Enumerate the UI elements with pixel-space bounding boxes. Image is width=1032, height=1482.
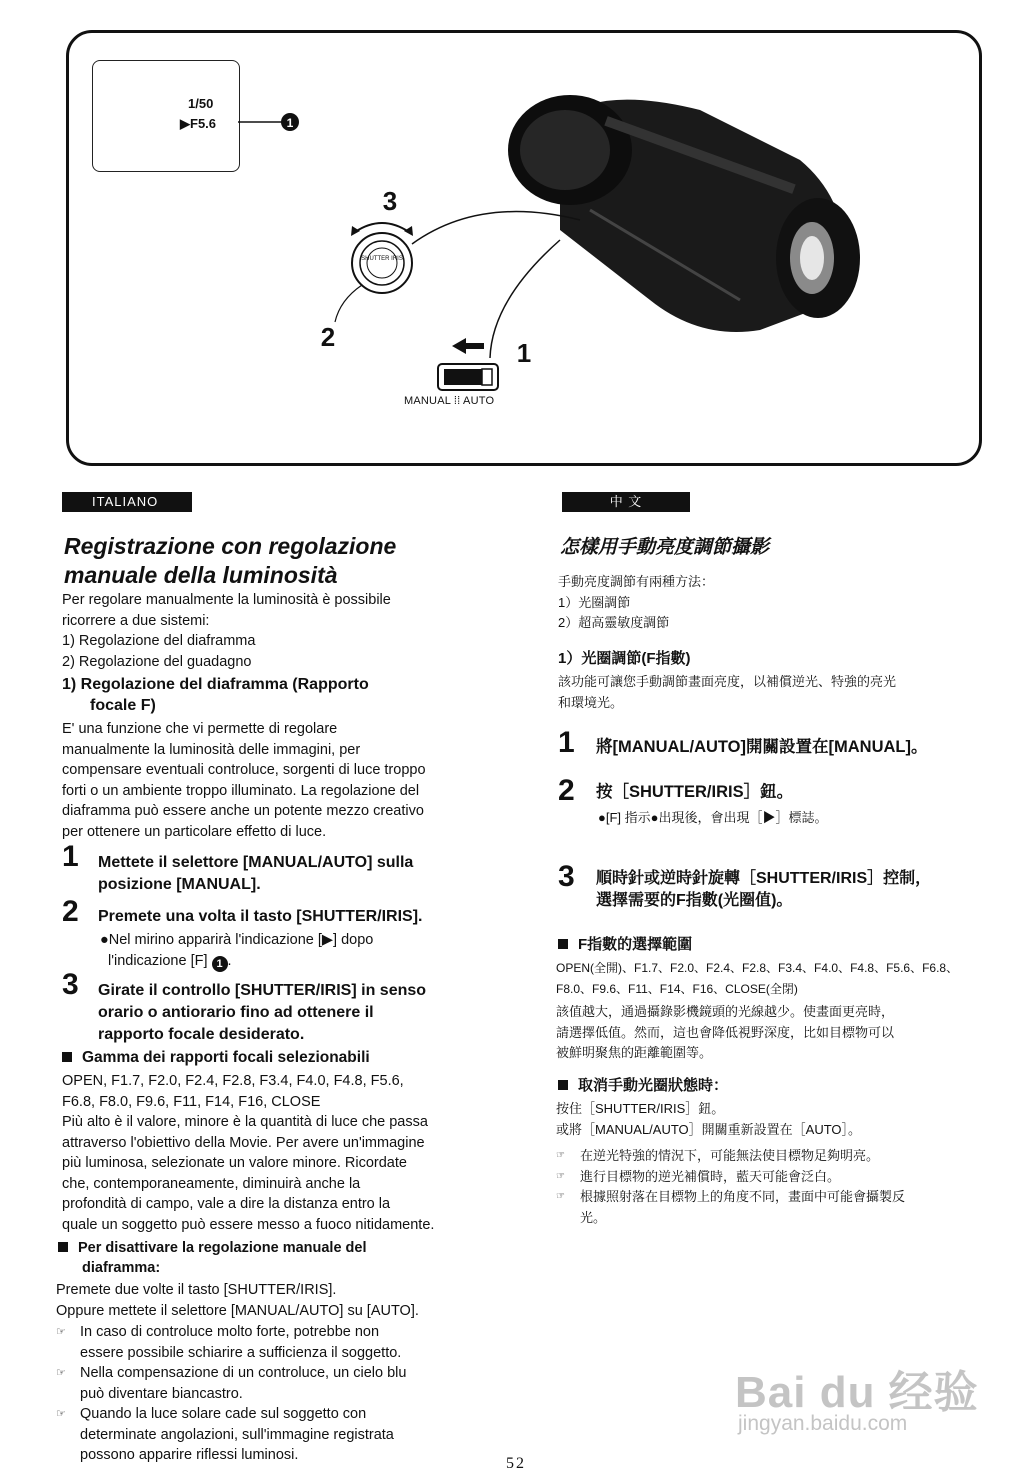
lang-tag-chinese: 中 文 [562,492,690,512]
body-line: Più alto è il valore, minore è la quantità di luce che passa [62,1114,428,1130]
body-line: 或將［MANUAL/AUTO］開關重新設置在［AUTO］。 [556,1121,862,1137]
body-line: più luminosa, selezionate un valore minore. Ricordate [62,1155,407,1171]
body-line: profondità di campo, vale a dire la distanza entro la [62,1196,391,1212]
body-line: Oppure mettete il selettore [MANUAL/AUTO] su [AUTO]. [56,1302,419,1319]
heading-text: Gamma dei rapporti focali selezionabili [82,1049,370,1066]
watermark-logo: Bai du 经验 [735,1368,979,1417]
tip-icon: ☞ [56,1408,66,1420]
body-line: 被鮮明聚焦的距離範圍等。 [556,1045,713,1060]
italian-step2-text: Premete una volta il tasto [SHUTTER/IRIS]. [98,908,423,925]
intro-line: 2) Regolazione del guadagno [62,653,252,670]
tip-item [56,1322,506,1363]
tip-icon: ☞ [556,1170,565,1182]
chinese-title: 怎樣用手動亮度調節攝影 [560,537,770,558]
chinese-step1-number: 1 [558,726,575,759]
heading-text: 取消手動光圈狀態時： [578,1077,729,1094]
italian-title-line1: Registrazione con regolazione [64,533,397,559]
chinese-cancel-body [556,1099,996,1140]
note-line: ●Nel mirino apparirà l'indicazione [▶] dopo [100,932,374,948]
tip-line: 在逆光特強的情況下，可能無法使目標物足夠明亮。 [580,1148,880,1163]
body-line: diaframma può essere anche un potente mezzo creativo [62,803,424,819]
tip-line: possono apparire riflessi luminosi. [80,1447,299,1463]
values-line: F6.8, F8.0, F9.6, F11, F14, F16, CLOSE [62,1093,321,1110]
italian-section1-body [62,719,502,842]
step-line: posizione [MANUAL]. [98,876,261,893]
step-label-2: 2 [320,322,336,352]
tip-line: 根據照射落在目標物上的角度不同，畫面中可能會攝製反 [580,1189,906,1204]
step-line: Girate il controllo [SHUTTER/IRIS] in senso [98,982,427,999]
chinese-tips [556,1146,996,1228]
values-line: OPEN, F1.7, F2.0, F2.4, F2.8, F3.4, F4.0, F4.8, F5.6, [62,1073,404,1089]
intro-line: ricorrere a due sistemi: [62,612,210,629]
body-line: 該功能可讓您手動調節畫面亮度，以補償逆光、特強的亮光 [558,674,897,689]
heading-text: F指數的選擇範圍 [578,936,693,953]
step-line: Mettete il selettore [MANUAL/AUTO] sulla [98,854,414,871]
tip-line: può diventare biancastro. [80,1385,243,1402]
callout-marker-text: 1 [286,116,294,130]
italian-step3-number: 3 [62,968,79,1001]
chinese-cancel-heading [558,1074,728,1095]
camcorder-illustration [0,0,1032,480]
italian-step2-note: ●Nel mirino apparirà l'indicazione [▶] dopo l'indicazione [F] 1 . [100,932,374,970]
left-arrow-icon [452,338,466,354]
body-line: per ottenere un particolare effetto di luce. [62,823,327,840]
step-label-3: 3 [382,186,398,216]
chinese-range-heading [558,933,692,954]
italian-cancel-body [56,1280,506,1321]
square-bullet-icon [62,1052,72,1062]
page-number: 52 [506,1455,526,1472]
tip-icon: ☞ [56,1326,66,1338]
tip-icon: ☞ [556,1191,565,1202]
lcd-shutter-speed: 1/50 [188,96,214,111]
italian-title [64,532,494,590]
step-line: 順時針或逆時針旋轉［SHUTTER/IRIS］控制， [596,870,932,887]
italian-range-values [62,1071,502,1112]
watermark-url: jingyan.baidu.com [738,1412,908,1435]
intro-line: 1) Regolazione del diaframma [62,633,256,649]
tip-line: determinate angolazioni, sull'immagine registrata [80,1426,394,1443]
chinese-range-values [556,958,996,999]
chinese-step1-text: 將[MANUAL/AUTO]開關設置在[MANUAL]。 [596,738,928,756]
body-line: forti o un ambiente troppo illuminato. La regolazione del [62,782,420,799]
body-line: manualmente la luminosità delle immagini, per [62,741,361,758]
lcd-f-number: ▶F5.6 [180,116,217,131]
lang-tag-italian: ITALIANO [62,492,192,512]
intro-line: 1）光圈調節 [558,594,631,610]
italian-cancel-heading [58,1238,367,1278]
step-line: 選擇需要的F指數(光圈值)。 [596,892,793,909]
tip-icon: ☞ [56,1367,66,1379]
chinese-step3-number: 3 [558,860,575,893]
body-line: quale un soggetto può essere messo a fuoco nitidamente. [62,1216,435,1233]
italian-section1-heading [62,674,369,716]
italian-tips [56,1322,506,1466]
body-line: 請選擇低值。然而，這也會降低視野深度，比如目標物可以 [556,1024,895,1040]
square-bullet-icon [58,1242,68,1252]
italian-range-body [62,1112,502,1235]
tip-item [556,1146,996,1167]
heading-text: diaframma: [82,1260,161,1276]
chinese-section1-heading: 1）光圈調節(F指數) [558,650,691,667]
tip-line: essere possibile schiarire a sufficienza il soggetto. [80,1344,402,1361]
body-line: 該值越大，通過攝錄影機鏡頭的光線越少。使畫面更亮時， [556,1004,895,1019]
camcorder-icon [508,95,860,332]
dial-leader-line [412,212,580,244]
italian-intro [62,590,502,672]
tip-item [56,1363,506,1404]
italian-step1-text [98,852,413,896]
body-line: 按住［SHUTTER/IRIS］鈕。 [556,1101,725,1116]
body-line: compensare eventuali controluce, sorgenti di luce troppo [62,762,426,778]
step-line: orario o antiorario fino ad ottenere il [98,1004,374,1021]
heading-line: focale F) [90,697,156,714]
italian-step3-text [98,980,426,1046]
square-bullet-icon [558,1080,568,1090]
values-line: F8.0、F9.6、F11、F14、F16、CLOSE(全閉) [556,981,798,996]
italian-step2-number: 2 [62,895,79,928]
body-line: 和環境光。 [558,694,624,710]
manual-auto-switch-icon [438,364,498,390]
chinese-section1-body [558,672,988,713]
heading-line: 1) Regolazione del diaframma (Rapporto [62,676,369,693]
body-line: Premete due volte il tasto [SHUTTER/IRIS]. [56,1282,337,1298]
tip-line: Nella compensazione di un controluce, un cielo blu [80,1365,407,1381]
chinese-step3-text [596,868,931,912]
square-bullet-icon [558,939,568,949]
label2-leader-line [335,285,362,322]
tip-icon: ☞ [556,1150,565,1161]
chinese-range-body [556,1002,996,1064]
step-line: rapporto focale desiderato. [98,1026,305,1043]
marker-1-icon: 1 [212,956,228,972]
intro-line: 手動亮度調節有兩種方法： [558,574,715,589]
chinese-step2-number: 2 [558,774,575,807]
note-line: l'indicazione [F] [108,952,208,969]
step-label-1: 1 [516,338,532,368]
intro-line: Per regolare manualmente la luminosità è possibile [62,592,391,608]
chinese-step2-note: ●[F] 指示●出現後，會出現［▶］標誌。 [598,810,828,825]
body-line: attraverso l'obiettivo della Movie. Per avere un'immagine [62,1134,425,1151]
body-line: che, contemporaneamente, diminuirà anche la [62,1175,361,1192]
switch-label: MANUAL ⁞⁞ AUTO [404,395,495,407]
tip-line: In caso di controluce molto forte, potrebbe non [80,1324,380,1340]
italian-title-line2: manuale della luminosità [64,562,338,588]
tip-item [556,1187,996,1228]
tip-item [56,1404,506,1466]
chinese-intro [558,572,714,634]
intro-line: 2）超高靈敏度調節 [558,615,670,630]
tip-line: 進行目標物的逆光補償時，藍天可能會泛白。 [580,1168,841,1184]
tip-line: 光。 [580,1209,607,1225]
tip-item [556,1167,996,1188]
italian-range-heading [62,1049,370,1067]
heading-text: Per disattivare la regolazione manuale del [78,1240,367,1256]
values-line: OPEN(全開)、F1.7、F2.0、F2.4、F2.8、F3.4、F4.0、F4.8、F5.6、F6.8、 [556,961,959,975]
body-line: E' una funzione che vi permette di regolare [62,721,338,737]
tip-line: Quando la luce solare cade sul soggetto con [80,1406,367,1422]
dial-label: SHUTTER IRIS [361,256,403,262]
chinese-step2-text: 按［SHUTTER/IRIS］鈕。 [596,783,794,801]
italian-step1-number: 1 [62,840,79,873]
